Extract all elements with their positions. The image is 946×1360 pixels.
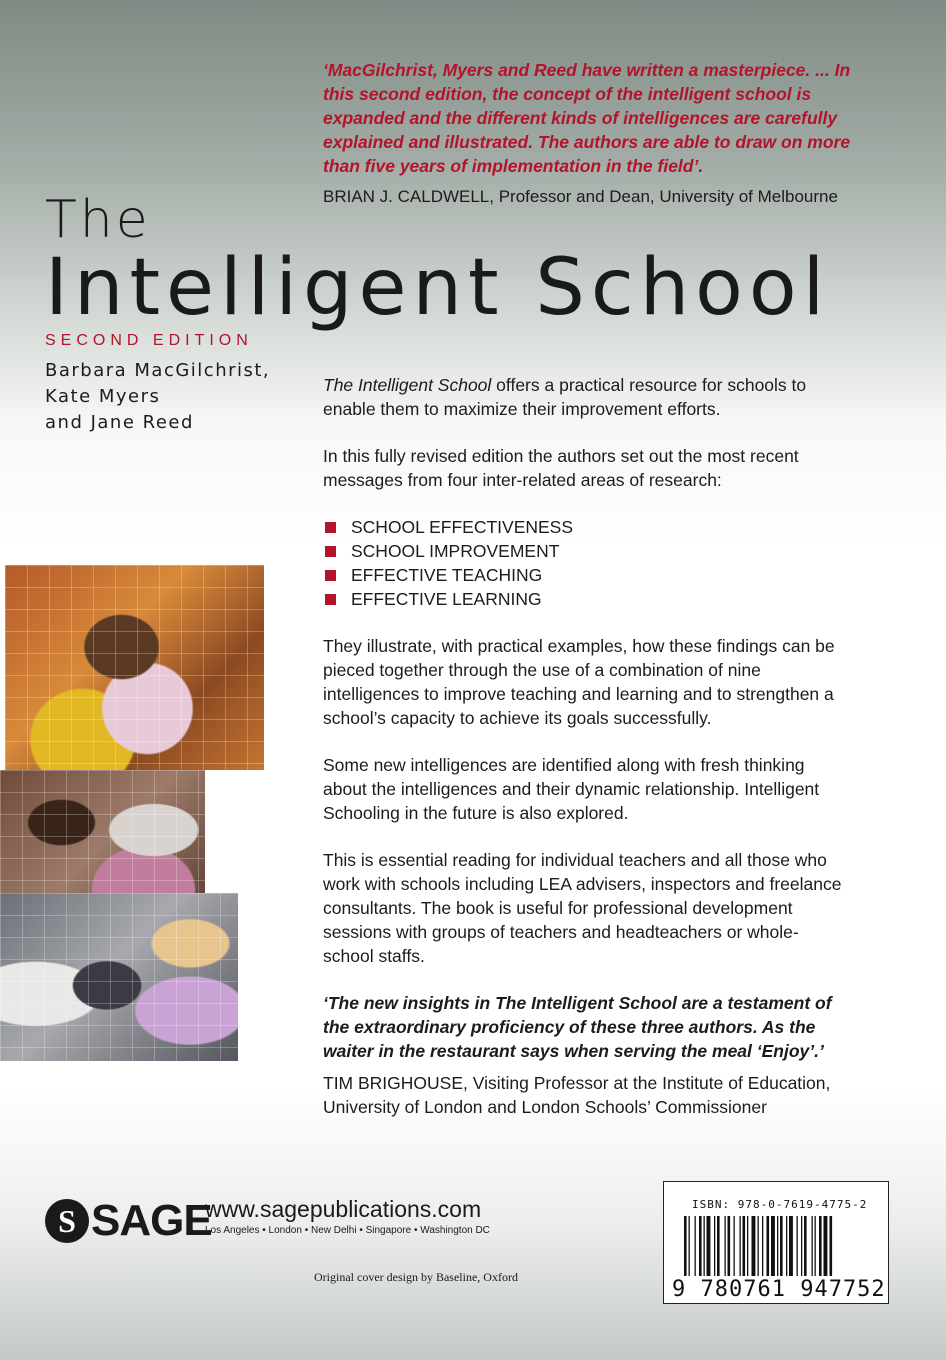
bullet-square-icon [325, 546, 336, 557]
list-item-label: SCHOOL IMPROVEMENT [351, 541, 560, 561]
edition-label: SECOND EDITION [45, 332, 253, 349]
bullet-square-icon [325, 594, 336, 605]
bullet-square-icon [325, 570, 336, 581]
audience-paragraph: This is essential reading for individual teachers and all those who work with schools including LEA advisers, inspectors and freelance consultants. The book is useful for professional development sessions with groups of teachers and headteachers or whole-school staffs. [323, 850, 842, 966]
intro-paragraph [323, 373, 848, 421]
bottom-review-quote: ‘The new insights in The Intelligent School are a testament of the extraordinary proficiency of these three authors. As the waiter in the restaurant says when serving the meal ‘Enjoy’.’ [323, 993, 832, 1061]
publisher-cities: Los Angeles • London • New Delhi • Singapore • Washington DC [205, 1225, 490, 1236]
author-2: Kate Myers [45, 386, 161, 407]
barcode-icon [684, 1216, 874, 1276]
bottom-review-attribution: TIM BRIGHOUSE, Visiting Professor at the Institute of Education, University of London and London Schools’ Commissioner [323, 1073, 831, 1117]
isbn-number: 9 780761 947752 [672, 1277, 886, 1302]
list-item-label: EFFECTIVE LEARNING [351, 589, 542, 609]
top-review-attribution: BRIAN J. CALDWELL, Professor and Dean, University of Melbourne [323, 187, 838, 206]
title-line-1: The [45, 190, 151, 250]
top-review-quote: ‘MacGilchrist, Myers and Reed have written a masterpiece. ... In this second edition, the concept of the intelligent school is expanded and the different kinds of intelligences are carefully explained and illustrated. The authors are able to draw on more than five years of implementation in the field’. [323, 60, 851, 176]
list-item [323, 539, 848, 563]
cover-design-credit: Original cover design by Baseline, Oxford [314, 1270, 518, 1284]
research-paragraph: In this fully revised edition the authors set out the most recent messages from four inter-related areas of research: [323, 446, 799, 490]
examples-paragraph: They illustrate, with practical examples, how these findings can be pieced together through the use of a combination of nine intelligences to improve teaching and learning and to strengthen a school’s capacity to achieve its goals successfully. [323, 636, 835, 728]
description-column [323, 373, 848, 1142]
barcode-box [663, 1181, 889, 1304]
publisher-url: www.sagepublications.com [205, 1196, 482, 1222]
author-3: and Jane Reed [45, 412, 194, 433]
sage-logo-text: SAGE [91, 1196, 212, 1245]
author-1: Barbara MacGilchrist, [45, 360, 271, 381]
title-line-2: Intelligent School [45, 243, 831, 333]
research-areas-list [323, 515, 848, 611]
list-item-label: EFFECTIVE TEACHING [351, 565, 543, 585]
list-item [323, 515, 848, 539]
intro-book-title: The Intelligent School [323, 375, 492, 395]
list-item-label: SCHOOL EFFECTIVENESS [351, 517, 574, 537]
isbn-label: ISBN: 978-0-7619-4775-2 [692, 1198, 868, 1211]
sage-logo [45, 1196, 212, 1246]
photo-child-playing [5, 565, 264, 770]
authors [45, 358, 270, 436]
intro-text: offers a practical resource for schools to enable them to maximize their improvement efforts. [323, 375, 807, 419]
photo-students-at-computers [0, 893, 238, 1061]
sage-logo-icon [45, 1199, 89, 1243]
list-item [323, 563, 848, 587]
new-intelligences-paragraph: Some new intelligences are identified along with fresh thinking about the intelligences and their dynamic relationship. Intelligent Schooling in the future is also explored. [323, 755, 820, 823]
list-item [323, 587, 848, 611]
bullet-square-icon [325, 522, 336, 533]
